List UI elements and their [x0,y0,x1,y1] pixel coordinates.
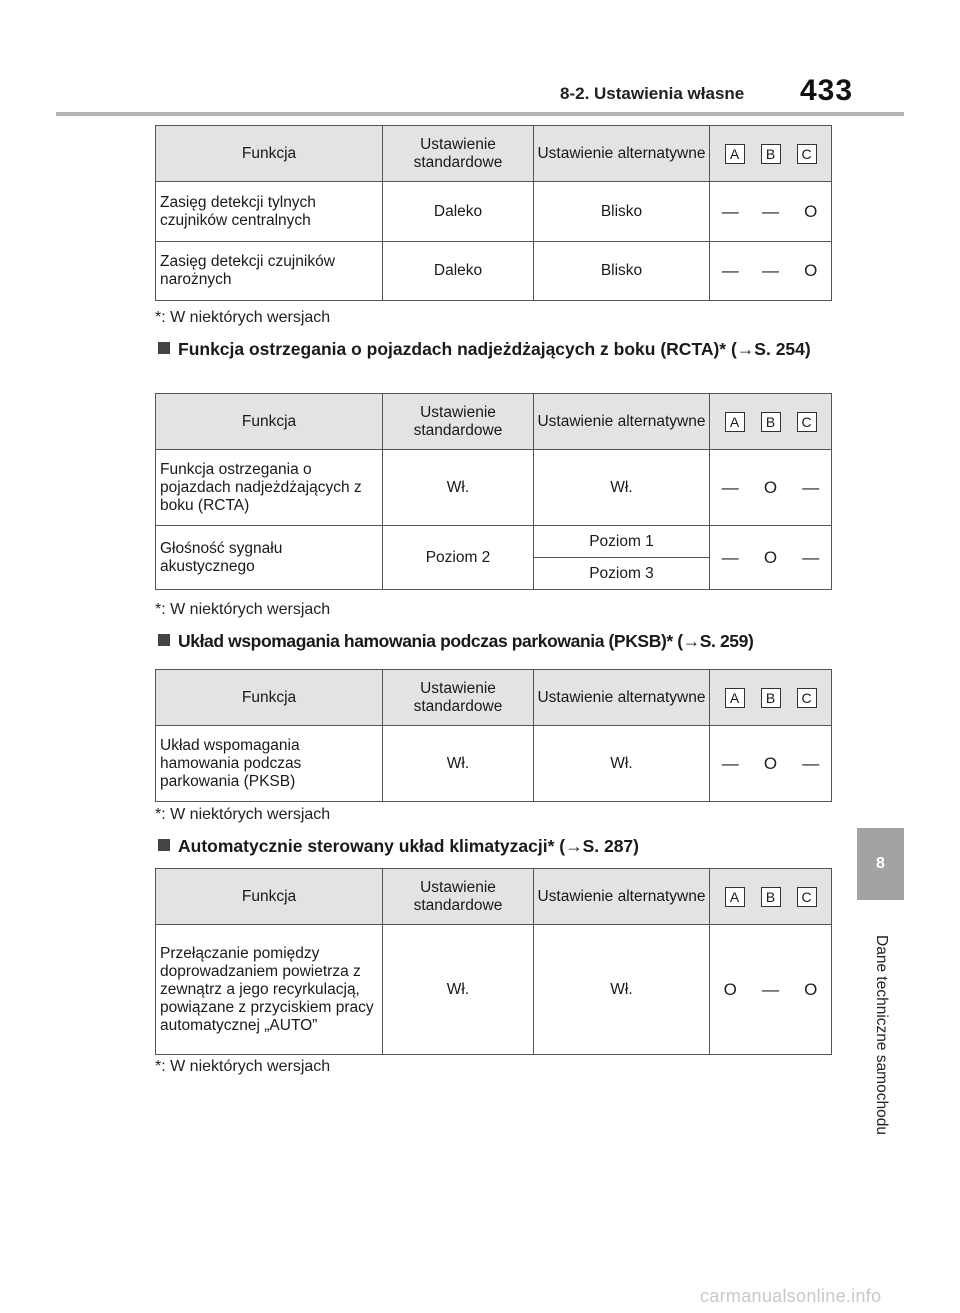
table-row [156,925,832,1055]
col-header-abc [710,126,832,182]
col-header-function: Funkcja [156,670,383,726]
cell-alternative-1: Poziom 1 [534,526,710,558]
cell-b: — [751,182,791,242]
cell-alternative: Wł. [534,450,710,526]
col-header-alternative: Ustawienie alternatywne [534,869,710,925]
cell-function: Głośność sygnału akustycznego [156,526,383,590]
page-number: 433 [800,74,854,107]
col-header-abc [710,869,832,925]
cell-alternative-2: Poziom 3 [534,558,710,590]
cell-alternative: Wł. [534,925,710,1055]
footnote: *: W niektórych wersjach [155,1058,331,1075]
cell-c: O [791,925,832,1055]
cell-c: O [791,242,832,301]
settings-table-2 [155,393,832,590]
col-header-alternative: Ustawienie alternatywne [534,394,710,450]
table-row [156,726,832,802]
cell-c: O [791,182,832,242]
cell-a: O [710,925,751,1055]
settings-table-4 [155,868,832,1055]
col-header-alternative: Ustawienie alternatywne [534,670,710,726]
cell-function: Zasięg detekcji czujników narożnych [156,242,383,301]
label-c: C [797,144,817,164]
label-b: B [761,887,781,907]
square-bullet-icon [158,342,170,354]
col-header-alternative: Ustawienie alternatywne [534,126,710,182]
section-heading-rcta [158,336,838,362]
label-a: A [725,887,745,907]
cell-standard: Wł. [383,450,534,526]
label-b: B [761,688,781,708]
label-c: C [797,412,817,432]
cell-a: — [710,450,751,526]
cell-function: Układ wspomagania hamowania podczas parkowania (PKSB) [156,726,383,802]
cell-standard: Wł. [383,726,534,802]
cell-b: O [751,526,791,590]
cell-b: — [751,242,791,301]
section-title: Układ wspomagania hamowania podczas parkowania (PKSB)* (→S. 259) [178,631,754,651]
table-header-row [156,126,832,182]
col-header-standard: Ustawienie standardowe [383,670,534,726]
label-c: C [797,688,817,708]
cell-a: — [710,526,751,590]
cell-c: — [791,450,832,526]
label-a: A [725,688,745,708]
cell-a: — [710,726,751,802]
table-row [156,450,832,526]
cell-b: O [751,726,791,802]
col-header-function: Funkcja [156,869,383,925]
cell-standard: Poziom 2 [383,526,534,590]
cell-a: — [710,182,751,242]
footnote: *: W niektórych wersjach [155,806,331,823]
table-row [156,242,832,301]
cell-c: — [791,526,832,590]
col-header-abc [710,670,832,726]
square-bullet-icon [158,634,170,646]
col-header-standard: Ustawienie standardowe [383,394,534,450]
watermark: carmanualsonline.info [700,1286,882,1306]
cell-standard: Wł. [383,925,534,1055]
section-heading-pksb [158,628,838,654]
label-b: B [761,144,781,164]
cell-alternative: Wł. [534,726,710,802]
label-a: A [725,412,745,432]
col-header-function: Funkcja [156,126,383,182]
col-header-abc [710,394,832,450]
col-header-standard: Ustawienie standardowe [383,126,534,182]
cell-b: — [751,925,791,1055]
settings-table-1 [155,125,832,301]
chapter-tab[interactable]: 8 [857,828,904,900]
cell-a: — [710,242,751,301]
section-heading-climate [158,833,838,859]
header-divider [56,112,904,116]
cell-standard: Daleko [383,242,534,301]
square-bullet-icon [158,839,170,851]
col-header-standard: Ustawienie standardowe [383,869,534,925]
cell-standard: Daleko [383,182,534,242]
col-header-function: Funkcja [156,394,383,450]
cell-alternative: Blisko [534,182,710,242]
table-header-row [156,670,832,726]
cell-function: Funkcja ostrzegania o pojazdach nadjeżdżających z boku (RCTA) [156,450,383,526]
section-title: Funkcja ostrzegania o pojazdach nadjeżdżających z boku (RCTA)* (→S. 254) [178,339,811,359]
footnote: *: W niektórych wersjach [155,601,331,618]
label-a: A [725,144,745,164]
chapter-label-text: Dane techniczne samochodu [872,935,890,1135]
label-b: B [761,412,781,432]
cell-function: Przełączanie pomiędzy doprowadzaniem powietrza z zewnątrz a jego recyrkulacją, powiązane z przyciskiem pracy automatycznej „AUTO” [156,925,383,1055]
table-row [156,182,832,242]
cell-function: Zasięg detekcji tylnych czujników centralnych [156,182,383,242]
section-header-title: 8-2. Ustawienia własne [560,84,745,103]
table-row [156,526,832,558]
table-header-row [156,869,832,925]
settings-table-3 [155,669,832,802]
table-header-row [156,394,832,450]
cell-b: O [751,450,791,526]
label-c: C [797,887,817,907]
cell-alternative: Blisko [534,242,710,301]
footnote: *: W niektórych wersjach [155,309,331,326]
cell-c: — [791,726,832,802]
chapter-label [857,920,904,1150]
section-title: Automatycznie sterowany układ klimatyzacji* (→S. 287) [178,836,639,856]
